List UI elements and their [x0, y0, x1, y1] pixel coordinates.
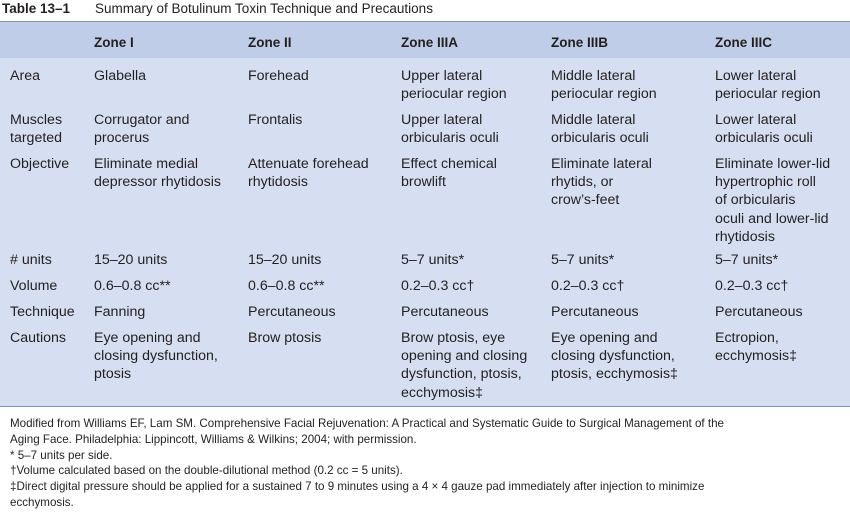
- footnote-line: †Volume calculated based on the double-dilutional method (0.2 cc = 5 units).: [10, 464, 403, 478]
- table-cell-line: Corrugator and: [94, 112, 190, 128]
- footnote-line: Aging Face. Philadelphia: Lippincott, Williams & Wilkins; 2004; with permission.: [10, 432, 417, 446]
- table-caption: [0, 0, 850, 19]
- table-cell: [715, 303, 803, 321]
- table-cell: [551, 111, 649, 147]
- table-cell: [715, 67, 821, 103]
- table-cell: [551, 67, 657, 103]
- table-cell: [715, 111, 813, 147]
- column-header-1: Zone I: [94, 35, 134, 50]
- table-cell-line: 5–7 units*: [401, 252, 465, 268]
- column-header-2: Zone II: [248, 35, 292, 50]
- table-cell-line: Percutaneous: [715, 304, 803, 320]
- table-cell-line: 5–7 units*: [551, 252, 615, 268]
- table-cell-line: Forehead: [248, 68, 309, 84]
- table-cell: [248, 329, 321, 347]
- table-cell-line: orbicularis oculi: [551, 130, 649, 147]
- table-cell: [94, 67, 146, 85]
- table-cell: [401, 303, 489, 321]
- table-cell-line: opening and closing: [401, 348, 528, 365]
- table-cell-line: 0.2–0.3 cc†: [715, 278, 789, 294]
- table-cell-line: Percutaneous: [248, 304, 336, 320]
- row-label-line: Muscles: [10, 112, 63, 128]
- table-cell-line: 0.2–0.3 cc†: [551, 278, 625, 294]
- footnote: [10, 463, 846, 479]
- top-rule: [0, 21, 850, 22]
- table-cell: [94, 155, 221, 191]
- table-cell-line: procerus: [94, 130, 150, 147]
- row-label-line: Volume: [10, 278, 58, 294]
- table-cell-line: closing dysfunction,: [551, 348, 675, 365]
- table-cell-line: Middle lateral: [551, 68, 636, 84]
- table-cell-line: 0.6–0.8 cc**: [94, 278, 171, 294]
- footnote: [10, 448, 846, 464]
- table-cell-line: depressor rhytidosis: [94, 174, 221, 191]
- table-cell: [401, 111, 499, 147]
- table-cell: [248, 67, 309, 85]
- table-cell-line: orbicularis oculi: [715, 130, 813, 147]
- table-cell-line: Eliminate lateral: [551, 156, 652, 172]
- table-cell: [94, 303, 145, 321]
- table-cell-line: Brow ptosis, eye: [401, 330, 506, 346]
- table-cell: [401, 329, 527, 402]
- table-cell-line: closing dysfunction,: [94, 348, 218, 365]
- bottom-rule: [0, 406, 850, 407]
- table-cell: [551, 155, 652, 210]
- table-cell-line: periocular region: [715, 86, 821, 103]
- table-cell: [401, 251, 464, 269]
- table-cell-line: rhytids, or: [551, 174, 614, 191]
- table-cell-line: 15–20 units: [94, 252, 168, 268]
- table-cell-line: rhytidosis: [248, 174, 308, 191]
- table-cell-line: Percutaneous: [551, 304, 639, 320]
- table-cell-line: ecchymosis‡: [401, 384, 484, 401]
- footnote-line: * 5–7 units per side.: [10, 448, 113, 462]
- table-cell-line: 5–7 units*: [715, 252, 779, 268]
- table-cell-line: Attenuate forehead: [248, 156, 369, 172]
- table-cell: [248, 303, 336, 321]
- table-cell-line: 15–20 units: [248, 252, 322, 268]
- table-cell: [401, 155, 497, 191]
- table-cell-line: Percutaneous: [401, 304, 489, 320]
- table-cell-line: ptosis: [94, 366, 132, 383]
- column-header-4: Zone IIIB: [551, 35, 608, 50]
- row-label: [10, 251, 52, 269]
- row-label-line: # units: [10, 252, 52, 268]
- table-cell: [715, 277, 788, 295]
- footnote: [10, 479, 846, 511]
- table-cell-line: Brow ptosis: [248, 330, 322, 346]
- table-cell-line: oculi and lower-lid: [715, 210, 829, 227]
- table-cell-line: Middle lateral: [551, 112, 636, 128]
- table-cell-line: periocular region: [401, 86, 507, 103]
- table-cell-line: rhytidosis: [715, 228, 775, 245]
- row-label: [10, 111, 62, 147]
- table-cell: [715, 155, 830, 246]
- table-cell-line: periocular region: [551, 86, 657, 103]
- table-cell: [715, 329, 797, 365]
- column-header-3: Zone IIIA: [401, 35, 458, 50]
- table-cell: [401, 67, 507, 103]
- table-cell-line: Frontalis: [248, 112, 303, 128]
- table-number: Table 13–1: [2, 1, 71, 16]
- table-cell: [94, 251, 167, 269]
- table-cell: [551, 329, 678, 384]
- footnote-line: ecchymosis.: [10, 495, 74, 509]
- table-cell-line: ptosis, ecchymosis‡: [551, 366, 678, 383]
- table-cell: [248, 277, 325, 295]
- table-cell: [94, 277, 171, 295]
- table-cell: [248, 251, 321, 269]
- table-cell-line: Ectropion,: [715, 330, 779, 346]
- table-cell-line: Eye opening and: [94, 330, 201, 346]
- table-cell-line: ecchymosis‡: [715, 348, 798, 365]
- table-cell-line: Fanning: [94, 304, 146, 320]
- table-cell: [401, 277, 474, 295]
- table-cell-line: orbicularis oculi: [401, 130, 499, 147]
- table-cell: [551, 303, 639, 321]
- table-cell-line: Upper lateral: [401, 68, 483, 84]
- column-header-5: Zone IIIC: [715, 35, 772, 50]
- table-cell-line: Upper lateral: [401, 112, 483, 128]
- row-label: [10, 277, 57, 295]
- table-cell-line: dysfunction, ptosis,: [401, 366, 522, 383]
- row-label-line: Technique: [10, 304, 75, 320]
- table-cell-line: Effect chemical: [401, 156, 497, 172]
- table-cell-line: browlift: [401, 174, 446, 191]
- footnote-line: ‡Direct digital pressure should be applied for a sustained 7 to 9 minutes using a 4 × 4 gauze pad immediately after injection to minimize: [10, 480, 705, 494]
- footnote-line: Modified from Williams EF, Lam SM. Comprehensive Facial Rejuvenation: A Practical and Systematic Guide to Surgical Management of the: [10, 417, 724, 430]
- footnote: [10, 416, 846, 448]
- table-cell-line: Eye opening and: [551, 330, 658, 346]
- table-cell: [248, 155, 369, 191]
- table-footnotes: [10, 416, 846, 511]
- table-cell-line: 0.2–0.3 cc†: [401, 278, 475, 294]
- table-cell-line: of orbicularis: [715, 192, 796, 209]
- row-label: [10, 303, 75, 321]
- row-label: [10, 67, 40, 85]
- row-label-line: targeted: [10, 130, 63, 147]
- row-label: [10, 329, 66, 347]
- table-cell-line: Eliminate lower-lid: [715, 156, 831, 172]
- table-cell-line: hypertrophic roll: [715, 174, 816, 191]
- row-label-line: Area: [10, 68, 40, 84]
- table-cell: [94, 329, 218, 384]
- table-cell: [551, 251, 614, 269]
- row-label-line: Objective: [10, 156, 70, 172]
- row-label: [10, 155, 69, 173]
- table-cell-line: Lower lateral: [715, 112, 797, 128]
- table-cell: [248, 111, 302, 129]
- table-cell-line: Glabella: [94, 68, 147, 84]
- table-cell: [551, 277, 624, 295]
- table-cell-line: Lower lateral: [715, 68, 797, 84]
- row-label-line: Cautions: [10, 330, 66, 346]
- table-cell-line: crow’s-feet: [551, 192, 620, 209]
- table-cell-line: Eliminate medial: [94, 156, 199, 172]
- table-cell: [715, 251, 778, 269]
- table-cell-line: 0.6–0.8 cc**: [248, 278, 325, 294]
- table-cell: [94, 111, 189, 147]
- table-title: Summary of Botulinum Toxin Technique and Precautions: [95, 1, 433, 16]
